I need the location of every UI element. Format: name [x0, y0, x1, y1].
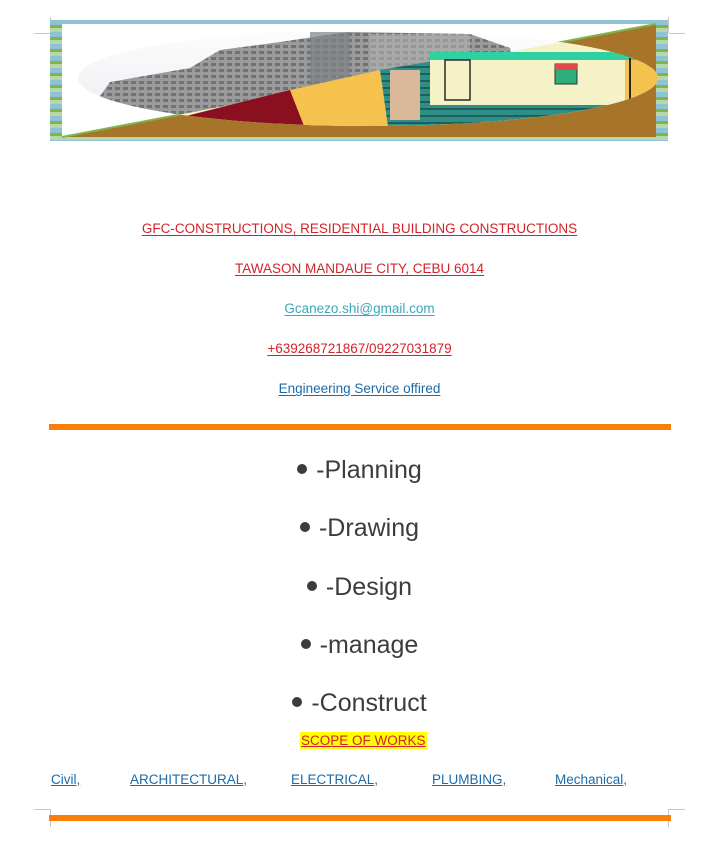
service-item: [0, 631, 719, 660]
scope-item-civil[interactable]: Civil,: [51, 772, 81, 787]
scope-of-works-heading: SCOPE OF WORKS: [301, 733, 426, 748]
margin-marker-top-right-v: [668, 17, 669, 33]
service-item: [0, 573, 719, 602]
scope-item-mechanical[interactable]: Mechanical,: [555, 772, 628, 787]
scope-item-plumbing[interactable]: PLUMBING,: [432, 772, 507, 787]
service-label: -Planning: [316, 456, 422, 484]
company-name: GFC-CONSTRUCTIONS, RESIDENTIAL BUILDING CONSTRUCTIONS: [141, 221, 578, 236]
service-item: [0, 514, 719, 543]
company-address: TAWASON MANDAUE CITY, CEBU 6014: [234, 261, 485, 276]
service-item: [0, 689, 719, 718]
bullet-icon: [307, 581, 317, 591]
header-banner-image: [50, 20, 668, 141]
service-item: [0, 456, 719, 485]
margin-marker-bottom-right: [669, 809, 685, 810]
bullet-icon: [300, 522, 310, 532]
bullet-icon: [297, 464, 307, 474]
margin-marker-bottom-left: [34, 809, 50, 810]
service-label: -Design: [325, 573, 413, 601]
phone-numbers[interactable]: +639268721867/09227031879: [267, 341, 452, 356]
service-label: -Drawing: [318, 514, 420, 542]
margin-marker-top-right: [669, 33, 685, 34]
scope-item-electrical[interactable]: ELECTRICAL,: [291, 772, 379, 787]
orange-divider-top: [49, 424, 671, 430]
service-label: -manage: [319, 631, 419, 659]
building-illustration: [50, 20, 668, 141]
service-label: -Construct: [311, 689, 427, 717]
scope-item-architectural[interactable]: ARCHITECTURAL,: [130, 772, 248, 787]
orange-divider-bottom: [49, 815, 671, 821]
margin-marker-top-left: [34, 33, 50, 34]
bullet-icon: [301, 639, 311, 649]
bullet-icon: [292, 697, 302, 707]
email-link[interactable]: Gcanezo.shi@gmail.com: [284, 301, 435, 316]
services-heading-link[interactable]: Engineering Service offired: [278, 381, 441, 396]
